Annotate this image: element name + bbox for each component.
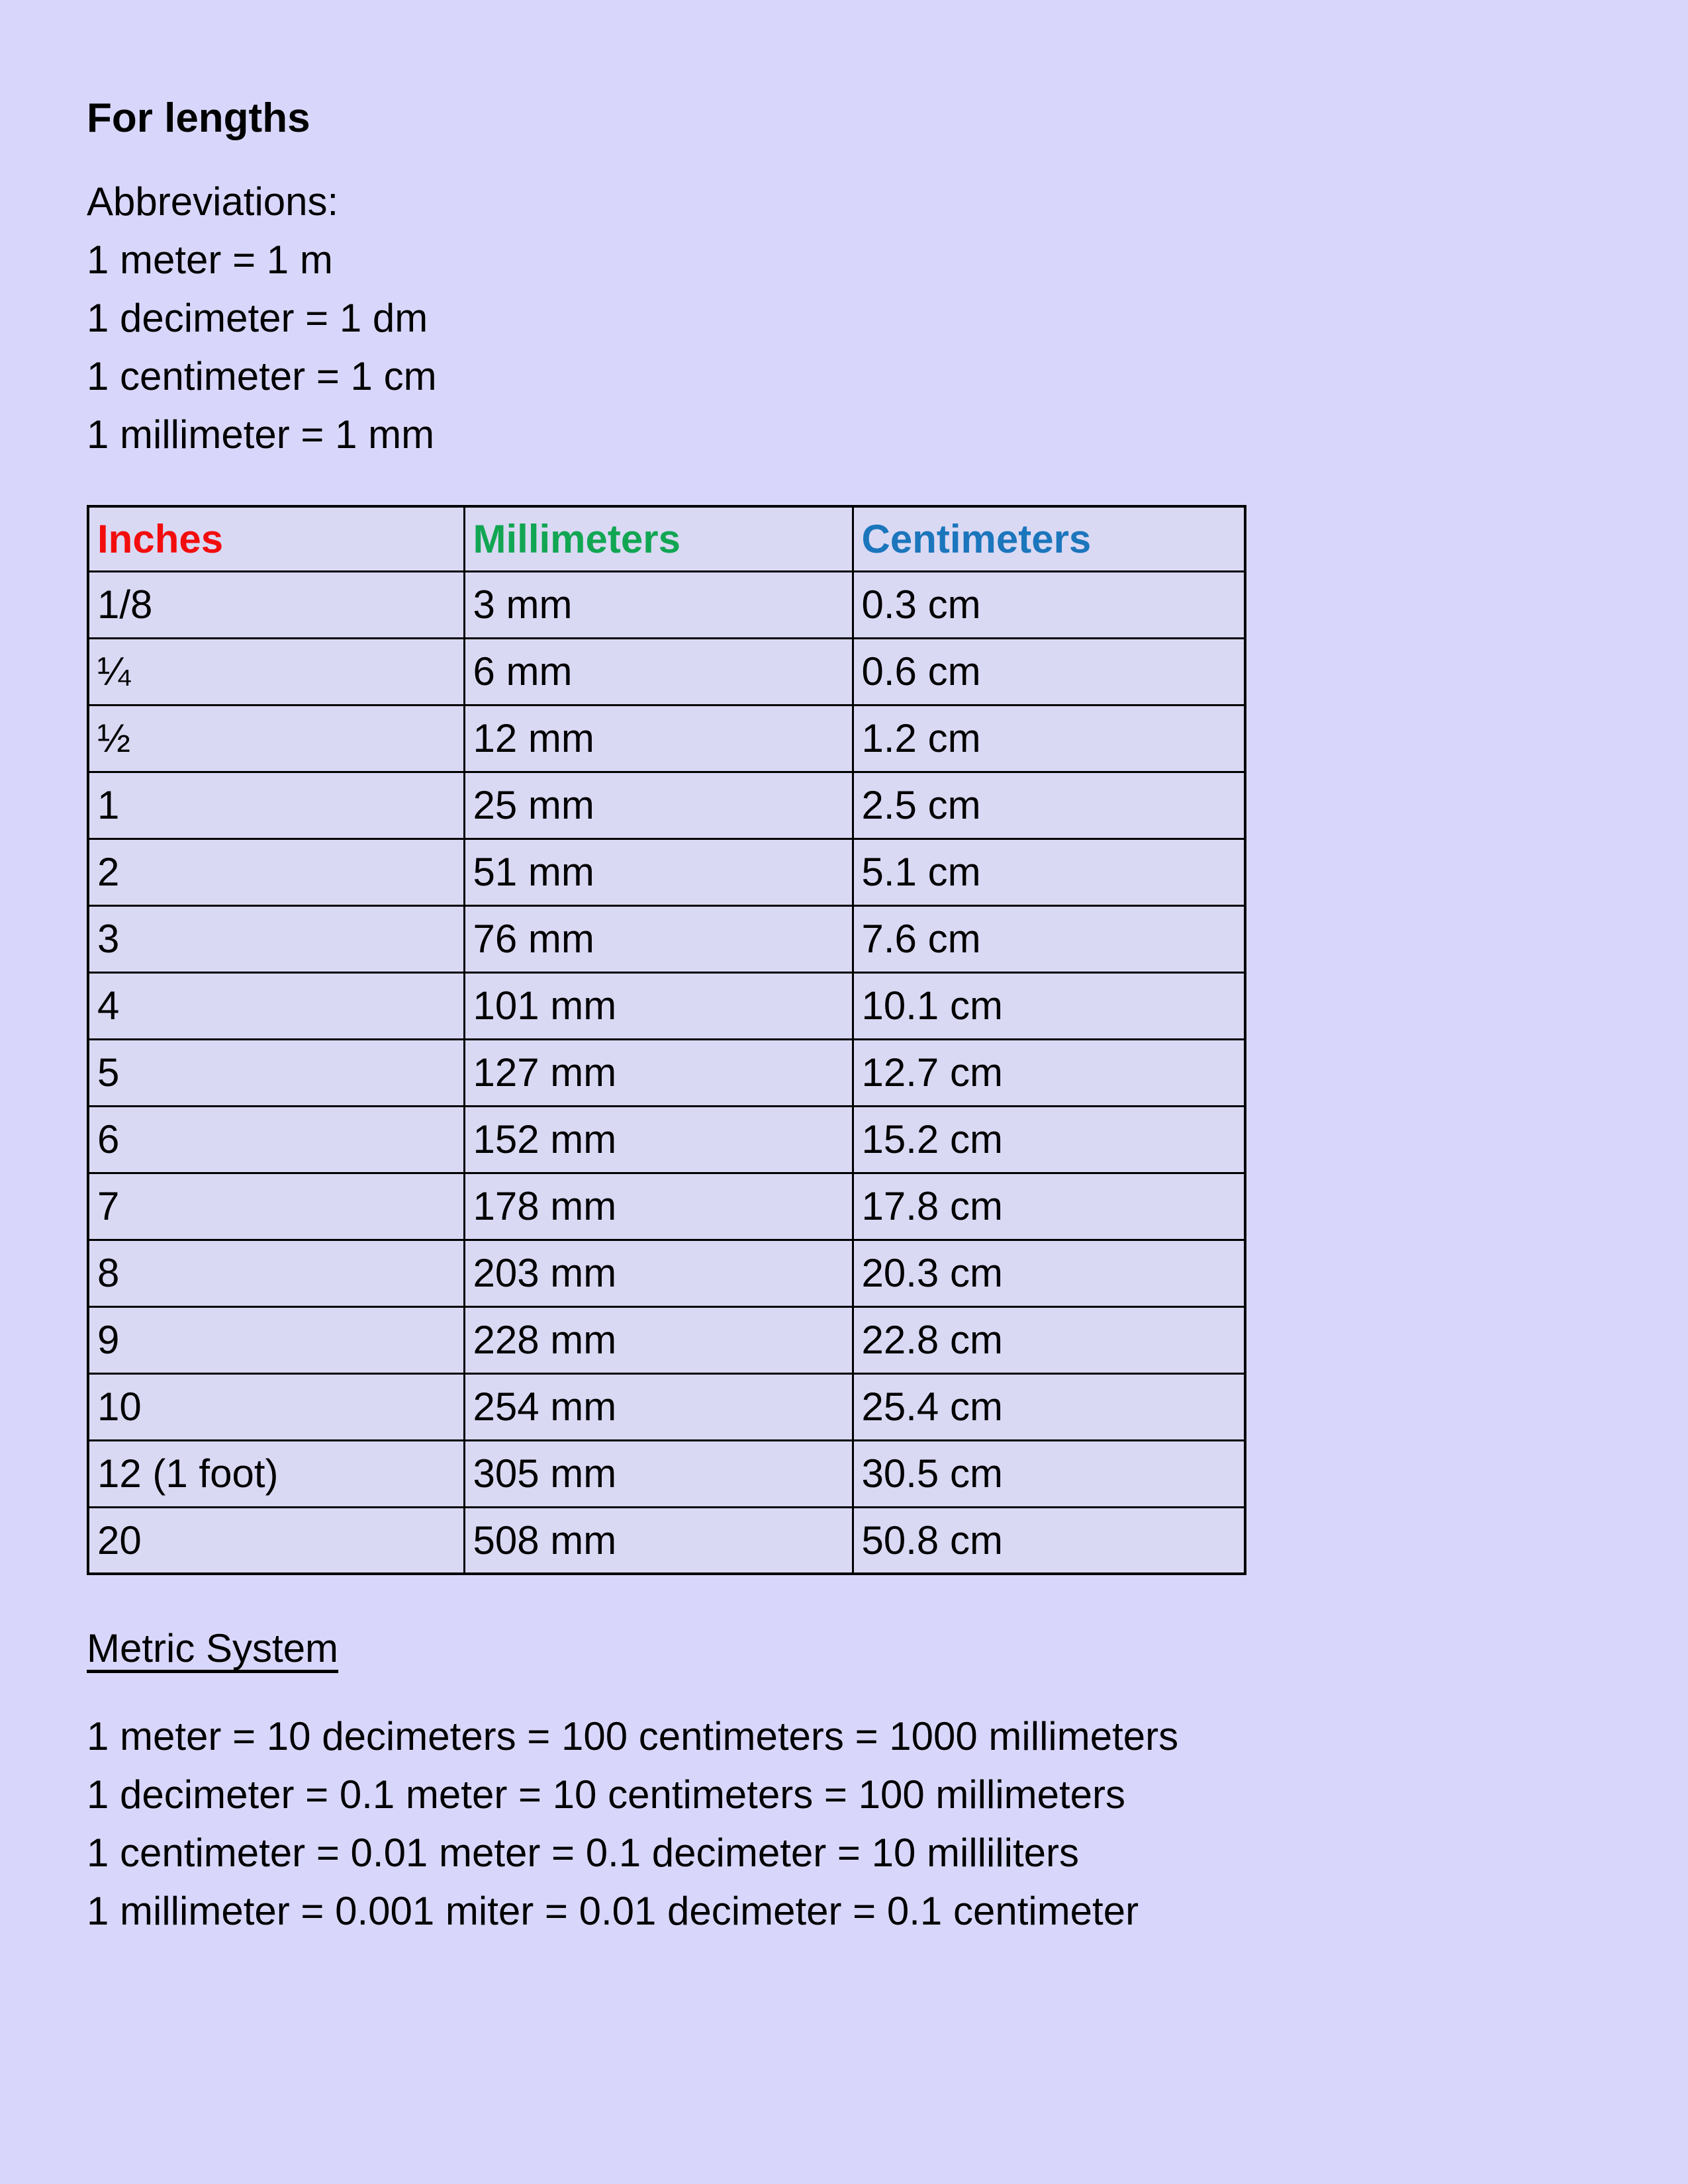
inches-cell: 9 [88,1306,464,1373]
metric-system-section [87,1575,1602,1940]
millimeters-cell: 3 mm [464,571,853,638]
millimeters-cell: 152 mm [464,1106,853,1173]
centimeters-cell: 12.7 cm [853,1039,1245,1106]
table-row [88,1306,1245,1373]
millimeters-cell: 76 mm [464,905,853,972]
centimeters-cell: 15.2 cm [853,1106,1245,1173]
abbreviation-line: 1 centimeter = 1 cm [87,354,437,399]
centimeters-cell: 0.3 cm [853,571,1245,638]
inches-cell: 6 [88,1106,464,1173]
millimeters-cell: 203 mm [464,1240,853,1306]
table-row [88,1507,1245,1574]
metric-line: 1 decimeter = 0.1 meter = 10 centimeters = 100 millimeters [87,1772,1126,1817]
table-row [88,571,1245,638]
metric-system-heading: Metric System [87,1626,339,1671]
inches-cell: 3 [88,905,464,972]
abbreviation-line: 1 millimeter = 1 mm [87,412,435,457]
metric-line: 1 meter = 10 decimeters = 100 centimeters = 1000 millimeters [87,1714,1179,1759]
centimeters-cell: 2.5 cm [853,772,1245,839]
table-row [88,638,1245,705]
millimeters-cell: 305 mm [464,1440,853,1507]
table-row [88,1440,1245,1507]
centimeters-cell: 10.1 cm [853,972,1245,1039]
abbreviations-section [87,173,1602,464]
centimeters-cell: 22.8 cm [853,1306,1245,1373]
centimeters-cell: 1.2 cm [853,705,1245,772]
length-conversion-table [87,505,1246,1575]
inches-cell: 4 [88,972,464,1039]
table-row [88,905,1245,972]
millimeters-cell: 127 mm [464,1039,853,1106]
inches-cell: 1 [88,772,464,839]
millimeters-cell: 51 mm [464,839,853,905]
millimeters-cell: 6 mm [464,638,853,705]
centimeters-cell: 30.5 cm [853,1440,1245,1507]
inches-cell: 20 [88,1507,464,1574]
conversion-table-body [88,571,1245,1574]
inches-cell: 10 [88,1373,464,1440]
table-row [88,1240,1245,1306]
millimeters-cell: 178 mm [464,1173,853,1240]
table-row [88,839,1245,905]
centimeters-cell: 7.6 cm [853,905,1245,972]
centimeters-cell: 50.8 cm [853,1507,1245,1574]
millimeters-cell: 254 mm [464,1373,853,1440]
table-header-row [88,506,1245,571]
abbreviations-heading: Abbreviations: [87,179,339,224]
table-row [88,1373,1245,1440]
inches-cell: 5 [88,1039,464,1106]
metric-line: 1 millimeter = 0.001 miter = 0.01 decimeter = 0.1 centimeter [87,1889,1139,1934]
inches-cell: 8 [88,1240,464,1306]
abbreviation-line: 1 meter = 1 m [87,238,333,283]
millimeters-cell: 228 mm [464,1306,853,1373]
table-row [88,705,1245,772]
table-row [88,772,1245,839]
inches-cell: 1/8 [88,571,464,638]
centimeters-cell: 17.8 cm [853,1173,1245,1240]
table-row [88,1106,1245,1173]
inches-cell: 12 (1 foot) [88,1440,464,1507]
inches-column-header: Inches [88,506,464,571]
inches-cell: ¼ [88,638,464,705]
page-title: For lengths [87,95,310,141]
millimeters-cell: 508 mm [464,1507,853,1574]
millimeters-column-header: Millimeters [464,506,853,571]
centimeters-cell: 25.4 cm [853,1373,1245,1440]
inches-cell: 2 [88,839,464,905]
millimeters-cell: 12 mm [464,705,853,772]
centimeters-column-header: Centimeters [853,506,1245,571]
millimeters-cell: 101 mm [464,972,853,1039]
centimeters-cell: 20.3 cm [853,1240,1245,1306]
metric-line: 1 centimeter = 0.01 meter = 0.1 decimeter = 10 milliliters [87,1831,1080,1876]
abbreviation-line: 1 decimeter = 1 dm [87,296,428,341]
table-row [88,1173,1245,1240]
millimeters-cell: 25 mm [464,772,853,839]
table-row [88,972,1245,1039]
inches-cell: ½ [88,705,464,772]
centimeters-cell: 0.6 cm [853,638,1245,705]
inches-cell: 7 [88,1173,464,1240]
centimeters-cell: 5.1 cm [853,839,1245,905]
table-row [88,1039,1245,1106]
